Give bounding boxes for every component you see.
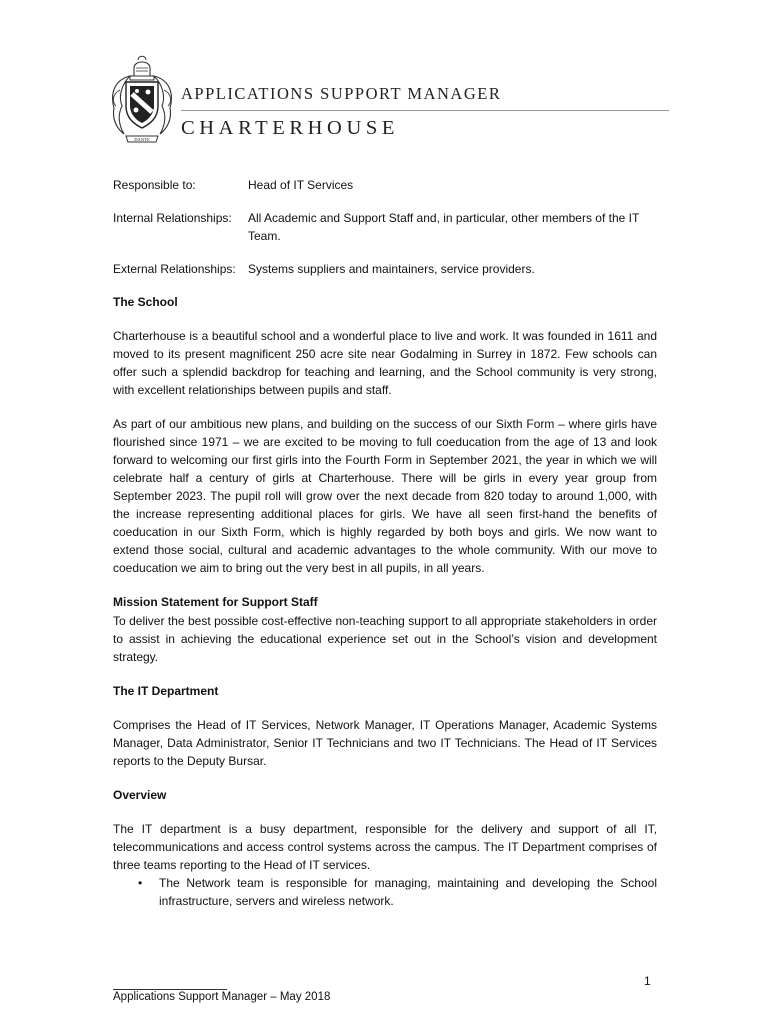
school-paragraph: As part of our ambitious new plans, and building on the success of our Sixth Form – where girls have flourished since 1971 – we are excited to be moving to full coeducation from the age of 13 and look forward to welcoming our first girls into the Fourth Form in September 2021, the year in which we will celebrate half a century of girls at Charterhouse. There will be girls in every year group from September 2023. The pupil roll will grow over the next decade from 820 today to around 1,000, with the increase representing additional places for girls. We have all seen first-hand the benefits of coeducation in our Sixth Form, which is highly regarded by both boys and girls. We now want to extend those social, cultural and academic advantages to the whole community. With our move to coeducation we aim to bring out the very best in all pupils, in all years. xyxy=(113,417,657,575)
header-divider xyxy=(181,110,669,111)
relationship-row-responsible xyxy=(113,176,657,194)
relationship-value: Systems suppliers and maintainers, service providers. xyxy=(248,262,535,276)
footer-text: Applications Support Manager – May 2018 xyxy=(113,991,331,1003)
document-title: APPLICATIONS SUPPORT MANAGER xyxy=(181,84,502,103)
relationship-row-internal xyxy=(113,209,657,245)
school-paragraph: Charterhouse is a beautiful school and a wonderful place to live and work. It was founded in 1611 and moved to its present magnificent 250 acre site near Godalming in Surrey in 1872. Few schools can offer such a splendid backdrop for teaching and learning, and the School community is very strong, with excellent relationships between pupils and staff. xyxy=(113,329,657,397)
mission-paragraph: To deliver the best possible cost-effective non-teaching support to all appropriate stakeholders in order to assist in achieving the educational experience set out in the School’s vision and development strategy. xyxy=(113,614,657,664)
section-heading-school: The School xyxy=(113,295,178,309)
school-name: CHARTERHOUSE xyxy=(181,117,399,139)
relationship-row-external xyxy=(113,260,657,278)
it-department-paragraph: Comprises the Head of IT Services, Network Manager, IT Operations Manager, Academic Systems Manager, Data Administrator, Senior IT Technicians and two IT Technicians. The Head of IT Services reports to the Deputy Bursar. xyxy=(113,718,657,768)
charterhouse-crest-logo xyxy=(108,54,176,150)
relationship-value: Head of IT Services xyxy=(248,178,354,192)
relationship-label: Responsible to: xyxy=(113,178,196,192)
relationship-label: Internal Relationships: xyxy=(113,211,232,225)
relationship-label: External Relationships: xyxy=(113,262,236,276)
crest-motto: DANTE xyxy=(134,137,150,142)
overview-paragraph: The IT department is a busy department, responsible for the delivery and support of all IT, telecommunications and access control systems across the campus. The IT Department comprises of three teams reporting to the Head of IT services. xyxy=(113,822,657,872)
relationship-value: All Academic and Support Staff and, in particular, other members of the IT Team. xyxy=(248,211,640,243)
bullet-text: The Network team is responsible for managing, maintaining and developing the School infrastructure, servers and wireless network. xyxy=(159,876,657,908)
page-number: 1 xyxy=(644,974,651,988)
document-body xyxy=(113,176,657,910)
section-heading-mission: Mission Statement for Support Staff xyxy=(113,595,318,609)
list-item xyxy=(113,874,657,910)
bullet-icon: • xyxy=(138,876,143,890)
overview-bullet-list xyxy=(113,874,657,910)
footer-divider xyxy=(113,989,227,990)
section-heading-it-department: The IT Department xyxy=(113,684,219,698)
section-heading-overview: Overview xyxy=(113,788,167,802)
